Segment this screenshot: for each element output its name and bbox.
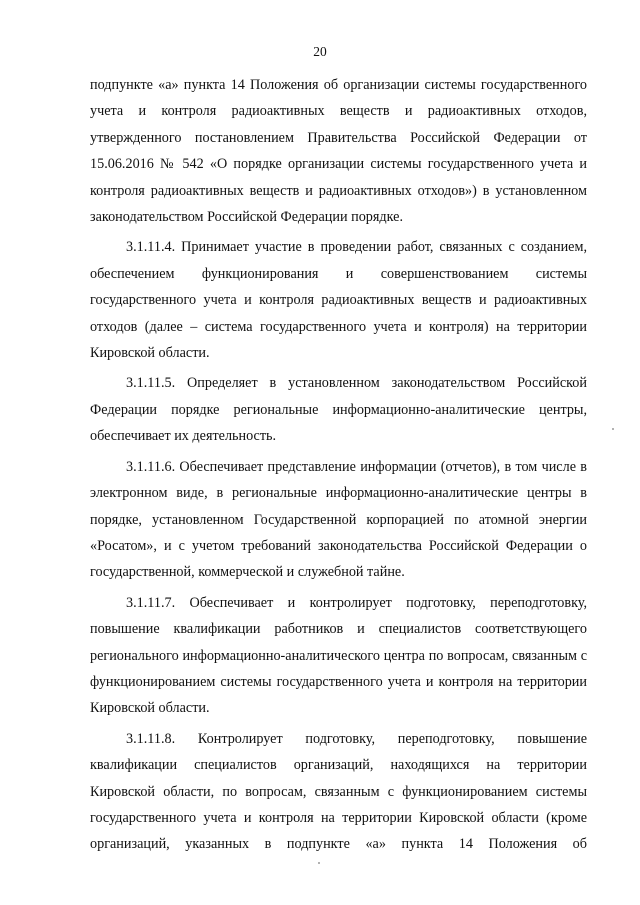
document-body [90,72,587,862]
paragraph-continuation: подпункте «а» пункта 14 Положения об организации системы государственного учета и контроля радиоактивных веществ и радиоактивных отходов, утвержденного постановлением Правительства Российской Федерации от 15.06.2016 № 542 «О порядке организации системы государственного учета и контроля радиоактивных веществ и радиоактивных отходов») в установленном законодательством Российской Федерации порядке. [90,77,587,226]
scan-speck [612,428,614,430]
page-number: 20 [313,44,327,59]
paragraph-3-1-11-8: 3.1.11.8. Контролирует подготовку, переподготовку, повышение квалификации специалистов организаций, находящихся на территории Кировской области, по вопросам, связанным с функционированием системы государственного учета и контроля на территории Кировской области (кроме организаций, указанных в подпункте «а» пункта 14 Положения об [90,730,587,853]
paragraph-3-1-11-4: 3.1.11.4. Принимает участие в проведении работ, связанных с созданием, обеспечением функционирования и совершенствованием системы государственного учета и контроля радиоактивных веществ и радиоактивных отходов (далее – система государственного учета и контроля) на территории Кировской области. [90,239,587,362]
paragraph-3-1-11-5: 3.1.11.5. Определяет в установленном законодательством Российской Федерации порядке региональные информационно-аналитические центры, обеспечивает их деятельность. [90,375,587,445]
paragraph-3-1-11-7: 3.1.11.7. Обеспечивает и контролирует подготовку, переподготовку, повышение квалификации работников и специалистов соответствующего регионального информационно-аналитического центра по вопросам, связанным с функционированием системы государственного учета и контроля на территории Кировской области. [90,594,587,717]
scan-speck [318,862,320,864]
paragraph-3-1-11-6: 3.1.11.6. Обеспечивает представление информации (отчетов), в том числе в электронном виде, в региональные информационно-аналитические центры в порядке, установленном Государственной корпорацией по атомной энергии «Росатом», и с учетом требований законодательства Российской Федерации о государственной, коммерческой и служебной тайне. [90,458,587,581]
